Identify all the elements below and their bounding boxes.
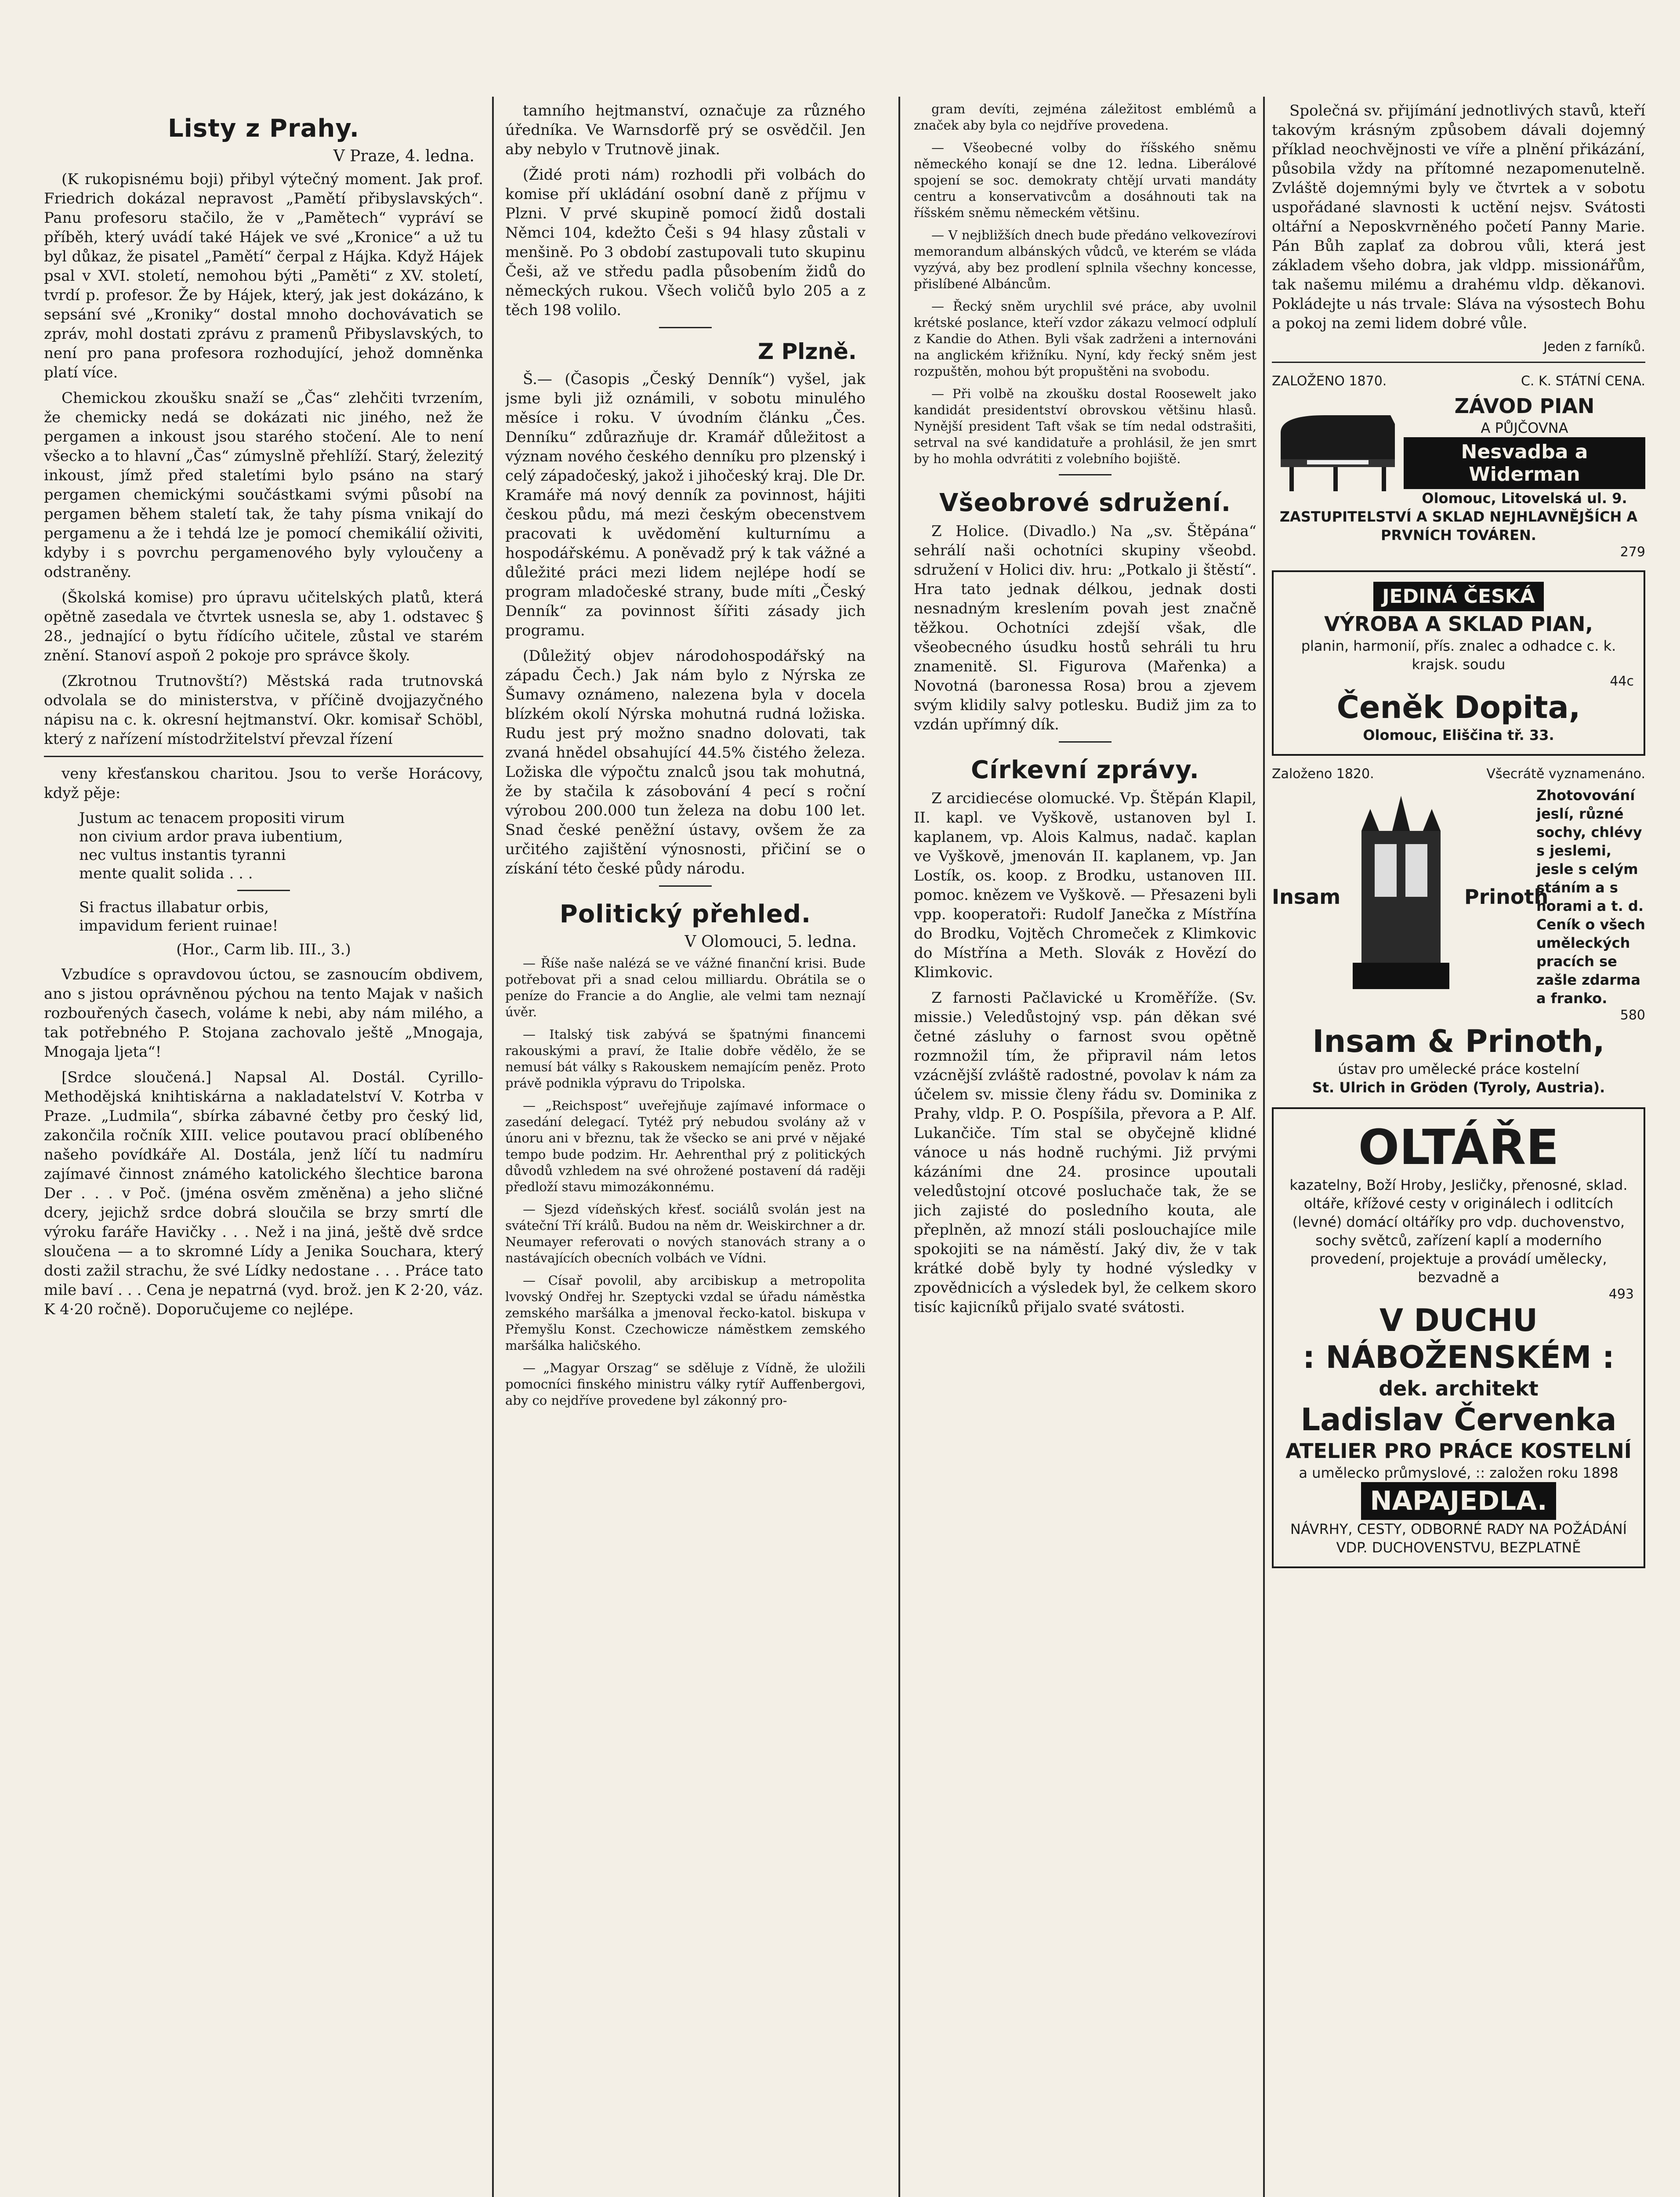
article-paragraph: Z farnosti Pačlavické u Kroměříže. (Sv. missie.) Veledůstojný vsp. pán děkan své četné zásluhy o farnost svou opětně rozmnožil tím, že připravil nám letos vzácnější zvláště radostné, povolav k nám za účelem sv. missie členy řádu sv. Dominika z Prahy, vldp. P. O. Pospíšila, převora a P. Alf. Lukančiče. Tím stal se obyčejně klidné vánoce u nás hodně ruchými. Již prvými kázáními dne 24. prosince upoutali veledůstojní otcové posluchače tak, že se jich zajisté do posledního kouta, ale přeplněn, až mnozí stáli poslouchajíce mile spokojiti se na náměstí. Jaký div, že v tak krátké době byly ty hodné výsledky v zpovědnicích a výsledek byl, že celkem skoro tisíc kajicníků přijalo svaté svátosti. xyxy=(914,989,1256,1316)
advert-description: kazatelny, Boží Hroby, Jesličky, přenosné, sklad. oltáře, křížové cesty v originálech i odlitcích (levné) domácí oltáříky pro vdp. duchovenstvo, sochy světců, zařízení kaplí a moderního provedení, projektuje a provádí umělecky, bezvadně a xyxy=(1289,1177,1628,1286)
advert-line: a umělecko průmyslové, :: založen roku 1898 xyxy=(1299,1465,1618,1481)
advert-line: A PŮJČOVNA xyxy=(1481,420,1568,436)
advert-headline: V DUCHU xyxy=(1379,1302,1538,1338)
column-4 xyxy=(1272,101,1645,1579)
article-paragraph: (Důležitý objev národohospodářský na západu Čech.) Jak nám bylo z Nýrska ze Šumavy oznámeno, nalezena byla v docela blízkém okolí Nýrska mohutná rudná ložiska. Rudu jest prý možno snadno dolovati, tak zvaná hnědel obsahující 44.5% čistého železa. Ložiska dle výpočtu znalců jsou tak mohutná, že by stačila k zásobování 4 pecí s roční výrobou 200.000 tun železa na dobu 100 let. Snad české peněžní ústavy, ovšem že za určitého zajištění výnosnosti, přičiní se o získání této české půdy národu. xyxy=(505,647,865,877)
ad-number: 493 xyxy=(1608,1287,1634,1302)
advertiser-role: dek. architekt xyxy=(1379,1377,1539,1400)
news-item: — Při volbě na zkoušku dostal Roosewelt jako kandidát presidentství obrovskou většinu hlasů. Nynější president Taft však se tím nedal odstrašiti, setrval na své kandidatuře a prohlásil, že jen smrt by ho mohla odvrátiti z volebního bojiště. xyxy=(914,386,1256,466)
brand-left: Insam xyxy=(1272,885,1341,909)
news-item: — Řecký sněm urychlil své práce, aby uvolnil krétské poslance, kteří vzdor zákazu velmocí odplulí z Kandie do Athen. Byli však zadrženi a internováni na anglickém křižníku. Nyní, kdy řecký sněm jest rozpuštěn, mohou být propuštěni na svobodu. xyxy=(914,299,1256,379)
news-item: — V nejbližších dnech bude předáno velkovezírovi memorandum albánských vůdců, ve kterém se vláda vyzývá, aby bez prodlení splnila všechny koncesse, přislíbené Albáncům. xyxy=(914,228,1256,291)
divider xyxy=(1059,474,1112,475)
column-1 xyxy=(44,101,483,1325)
advert-header xyxy=(1272,766,1645,782)
section-title: Z Plzně. xyxy=(757,339,857,364)
advert-description: Zhotovování jeslí, různé sochy, chlévy s jeslemi, jesle s celým stáním a s horami a t. d. Ceník o všech uměleckých pracích se zašle zdarma a franko. xyxy=(1536,787,1645,1007)
signature: Jeden z farníků. xyxy=(1543,339,1645,355)
ad-number: 279 xyxy=(1620,544,1645,560)
advert-headline: JEDINÁ ČESKÁ xyxy=(1373,582,1544,611)
article-paragraph: (K rukopisnému boji) přibyl výtečný moment. Jak prof. Friedrich dokázal nepravost „Pamětí přibyslavských“. Panu profesoru stačilo, že v „Pamětech“ vypráví se příběh, který uvádí také Hájek ve své „Kronice“ a už tu byl důkaz, že pisatel „Pamětí“ čerpal z Hájka. Když Hájek psal v XVI. století, nemohou býti „Paměti“ z XV. století, tvrdí p. profesor. Že by Hájek, který, jak jest dokázáno, k sepsání své „Kroniky“ dostal mnoho dochovávatich se zpráv, mohl dostati zprávu z pramenů Přibyslavských, to není pro pana profesora rozhodující, jehož domněnka platí více. xyxy=(44,170,483,381)
news-item: — „Magyar Orszag“ se sděluje z Vídně, že uložili pomocníci finského ministru války rytíř Auffenbergovi, aby co nejdříve provedene byl zákonný pro- xyxy=(505,1360,865,1408)
article-paragraph: Š.— (Časopis „Český Denník“) vyšel, jak jsme byli již oznámili, v sobotu minulého měsíce i roku. V úvodním článku „Čes. Denníku“ zdůrazňuje dr. Kramář důležitost a význam nového českého denníku pro plzenský i celý západočeský, jakož i jihočeský kraj. Dle Dr. Kramáře má nový denník za povinnost, hájiti českou půdu, má mezi českým obecenstvem pracovati k uvědomění kulturnímu a hospodářskému. A poněvadž prý k tak vážné a důležité práci mezi lidem nejlépe hodí se program mladočeské strany, bude míti „Český Denník“ za povinnost šířiti zásady jich programu. xyxy=(505,370,865,639)
article-paragraph: (Školská komise) pro úpravu učitelských platů, která opětně zasedala ve čtvrtek usnesla se, aby 1. odstavec § 28., jednající o bytu řídícího učitele, zůstal ve starém znění. Stanoví aspoň 2 pokoje pro správce školy. xyxy=(44,589,483,664)
advert-line: ústav pro umělecké práce kostelní xyxy=(1338,1061,1579,1077)
dateline: V Praze, 4. ledna. xyxy=(333,147,474,165)
altar-illustration-icon xyxy=(1344,796,1458,998)
article-paragraph: (Zkrotnou Trutnovští?) Městská rada trutnovská odvolala se do ministerstva, v příčině dvojjazyčného nápisu na c. k. okresní hejtmanství. Okr. komisař Schöbl, který z nařízení místodržitelství převzal řízení xyxy=(44,672,483,748)
advert-header xyxy=(1272,373,1645,389)
address: Olomouc, Eliščina tř. 33. xyxy=(1363,727,1554,743)
article-paragraph: Vzbudíce s opravdovou úctou, se zasnoucím obdivem, ano s jistou oprávněnou pýchou na tento Majak v našich rozbouřených časech, voláme k nebi, aby nám milého, a tak potřebného P. Stojana zachovalo ještě „Mnogaja, Mnogaja ljeta“! xyxy=(44,966,483,1061)
divider xyxy=(659,885,712,887)
advert-line: planin, harmonií, přís. znalec a odhadce c. k. krajsk. soudu xyxy=(1301,638,1616,673)
column-rule xyxy=(898,97,900,2197)
article-paragraph: Z arcidiecése olomucké. Vp. Štěpán Klapil, II. kapl. ve Vyškově, ustanoven byl I. kaplanem, vp. Alois Kalmus, nadač. kaplan ve Vyškově, jmenován II. kaplanem, vp. Jan Lostík, os. koop. z Brodku, ustanoven III. pomoc. knězem ve Vyškově. — Přesazeni byli vpp. kooperatoři: Rudolf Janečka z Místřína do Brodku, Vojtěch Chromeček z Klimkovic do Místřína a Meth. Slovák z Hovězí do Klimkovic. xyxy=(914,790,1256,981)
founded-label: ZALOŽENO 1870. xyxy=(1272,373,1387,389)
advert-line: ATELIER PRO PRÁCE KOSTELNÍ xyxy=(1285,1439,1632,1463)
piano-illustration-icon xyxy=(1272,406,1404,494)
dateline: V Olomouci, 5. ledna. xyxy=(684,933,857,951)
award-label: Všecrátě vyznamenáno. xyxy=(1486,766,1645,782)
article-paragraph: Chemickou zkoušku snaží se „Čas“ zlehčiti tvrzením, že chemicky nedá se dokázati nic jiného, než že pergamen a inkoust jsou starého stočení. Ale to není všecko a to hlavní „Čas“ zúmyslně přehlíží. Starý, železitý inkoust, jímž před staletími bylo psáno na starý pergamen chemickými součástkami svými působí na pergamen během staletí tak, že tahy písma vnikají do pergamenu a že i tehdá lze je pomocí chemikálií oživiti, kdyby i s povrchu pergamenového byly vyloučeny a odstraněny. xyxy=(44,389,483,581)
article-paragraph: [Srdce sloučená.] Napsal Al. Dostál. Cyrillo-Methodějská knihtiskárna a nakladatelství V. Kotrba v Praze. „Ludmila“, sbírka zábavné četby pro český lid, zakončila ročník XIII. velice poutavou prací oblíbeného našeho povídkáře Al. Dostála, jenž líčí tu nadmíru zajímavé činnost známého katolického šlechtice barona Der . . . v Poč. (jména osvěm změněna) a jeho sličné dcery, jejichž srdce dobrá sloučila se brzy smrtí dle výroku faráře Havičky . . . Než i na jiná, ještě dvě srdce sloučena — a to skromné Lídy a Jenika Souchara, který dosti zažil strachu, že své Lídky nedostane . . . Práce tato mile baví . . . Cena je nepatrná (vyd. brož. jen K 2·20, váz. K 4·20 ročně). Doporučujeme co nejlépe. xyxy=(44,1069,483,1318)
advert-headline: OLTÁŘE xyxy=(1358,1119,1559,1175)
column-rule xyxy=(1263,97,1265,2197)
article-paragraph: (Židé proti nám) rozhodli při volbách do komise pří ukládání osobní daně z příjmu v Plzni. V prvé skupině pomocí židů dostali Němci 104, kdežto Češi s 94 hlasy zůstali v menšině. Po 3 období zastupovali tuto skupinu Češi, až ve středu padla působením židů do německých rukou. Všech voličů bylo 205 a z těch 198 volilo. xyxy=(505,166,865,319)
brand-name: Nesvadba a Widerman xyxy=(1404,437,1645,489)
city-name: NAPAJEDLA. xyxy=(1361,1482,1556,1520)
address: St. Ulrich in Gröden (Tyroly, Austria). xyxy=(1312,1079,1605,1096)
advert-insam-prinoth xyxy=(1272,766,1645,1097)
news-item: — Sjezd vídeňských křesť. sociálů svolán jest na sváteční Tří králů. Budou na něm dr. Weiskirchner a dr. Neumayer referovati o nových stanovách strany a o nastávajících obecních volbách ve Vídni. xyxy=(505,1202,865,1265)
news-item: gram devíti, zejména záležitost emblémů a značek aby byla co nejdříve provedena. xyxy=(914,102,1256,133)
advert-oltare xyxy=(1272,1107,1645,1568)
advert-piano-nesvadba xyxy=(1272,373,1645,560)
brand-right: Prinoth xyxy=(1464,885,1549,909)
article-paragraph: Společná sv. přijímání jednotlivých stavů, kteří takovým krásným způsobem dávali dojemný příklad neochvějnosti ve víře a plnění přikázání, působila vždy na přítomné nezapomenutelně. Zvláště dojemnými byly ve čtvrtek a v sobotu uspořádané slavnosti k uctění nejsv. Svátosti oltářní a Neposkvrněného početí Panny Marie. Pán Bůh zaplať za dobrou vůli, která jest základem všeho dobra, jak vldpp. missionářům, tak našemu milému a drahému vldp. děkanovi. Pokládejte u nás trvale: Sláva na výsostech Bohu a pokoj na zemi lidem dobré vůle. xyxy=(1272,102,1645,332)
citation: (Hor., Carm lib. III., 3.) xyxy=(176,941,351,958)
advert-line: ZASTUPITELSTVÍ A SKLAD NEJHLAVNĚJŠÍCH A PRVNÍCH TOVÁREN. xyxy=(1279,508,1638,544)
section-title: Církevní zprávy. xyxy=(971,756,1199,784)
article-paragraph: tamního hejtmanství, označuje za různého úředníka. Ve Warnsdorfě prý se osvědčil. Jen aby nebylo v Trutnově jinak. xyxy=(505,102,865,158)
column-2 xyxy=(505,101,865,1415)
section-title: Listy z Prahy. xyxy=(167,114,360,143)
address: Olomouc, Litovelská ul. 9. xyxy=(1422,490,1627,507)
section-title: Všeobrové sdružení. xyxy=(939,489,1231,517)
poem-verse: Si fractus illabatur orbis, impavidum ferient ruinae! xyxy=(79,899,279,935)
article-paragraph: Z Holice. (Divadlo.) Na „sv. Štěpána“ sehrálí naši ochotníci skupiny všeobd. sdružení v Holici div. hru: „Potkalo ji štěstí“. Hra tato jednak délkou, jednak dosti nesnadným kreslením povah jest značně těžkou. Ochotníci zdejší však, dle všeobecného úsudku hostů sehráli tu hru znamenitě. Sl. Figurova (Mařenka) a Novotná (baronessa Rosa) brou a zjevem svým klidily salvy potlesku. Budiž jim za to vzdán upřímný dík. xyxy=(914,522,1256,733)
poem-verse: Justum ac tenacem propositi virum non civium ardor prava iubentium, nec vultus instantis tyranni mente qualit solida . . . xyxy=(79,809,345,882)
advertiser-name: Ladislav Červenka xyxy=(1300,1402,1617,1438)
news-item: — Císař povolil, aby arcibiskup a metropolita lvovský Ondřej hr. Szeptycki vzdal se úřadu náměstka zemského maršálka a jmenoval řecko-katol. biskupa v Přemyšlu Konst. Czechowicze náměstkem zemského maršálka haličského. xyxy=(505,1273,865,1353)
ad-number: 44c xyxy=(1610,674,1634,689)
ad-number: 580 xyxy=(1620,1008,1645,1023)
divider xyxy=(237,890,290,891)
award-label: C. K. STÁTNÍ CENA. xyxy=(1521,373,1645,389)
advert-piano-dopita xyxy=(1272,570,1645,756)
founded-label: Založeno 1820. xyxy=(1272,766,1374,782)
news-item: — Říše naše nalézá se ve vážné finanční krisi. Bude potřebovat při a snad celou milliardu. Obrátila se o peníze do Francie a do Anglie, ale velmi tam neznají úvěr. xyxy=(505,956,865,1019)
advertiser-name: Insam & Prinoth, xyxy=(1312,1023,1605,1059)
advert-line: ZÁVOD PIAN xyxy=(1454,394,1595,418)
advert-headline: VÝROBA A SKLAD PIAN, xyxy=(1324,612,1593,636)
column-3 xyxy=(914,101,1256,1323)
section-title: Politický přehled. xyxy=(559,900,811,928)
divider xyxy=(44,756,483,757)
divider xyxy=(1059,741,1112,743)
column-rule xyxy=(492,97,494,2197)
news-item: — „Reichspost“ uveřejňuje zajímavé informace o zasedání delegací. Tytéž prý nebudou svolány až v únoru ani v březnu, tak že všecko se ani prvé v nějaké tempo bude podzim. Hr. Aehrenthal prý z politických důvodů vzhledem na své ohrožené postavení dá raději předloží stavu mimozákonnému. xyxy=(505,1098,865,1194)
news-item: — Italský tisk zabývá se špatnými financemi rakouskými a praví, že Italie dobře vědělo, že se nemusí bát války s Rakouskem nemajícím peněz. Proto právě podnikla výpravu do Tripolska. xyxy=(505,1027,865,1091)
article-paragraph: veny křesťanskou charitou. Jsou to verše Horácovy, když pěje: xyxy=(44,765,483,802)
advertiser-name: Čeněk Dopita, xyxy=(1336,689,1581,725)
advert-footer: NÁVRHY, CESTY, ODBORNÉ RADY NA POŽÁDÁNÍ VDP. DUCHOVENSTVU, BEZPLATNĚ xyxy=(1290,1521,1627,1556)
advert-headline: : NÁBOŽENSKÉM : xyxy=(1303,1339,1615,1375)
divider xyxy=(659,327,712,328)
divider xyxy=(1272,362,1645,363)
news-item: — Všeobecné volby do říšského sněmu německého konají se dne 12. ledna. Liberálové spojení se soc. demokraty chtějí urvati mandáty centru a konservativcům a dosáhnouti tak na říšském sněmu německém většinu. xyxy=(914,140,1256,220)
